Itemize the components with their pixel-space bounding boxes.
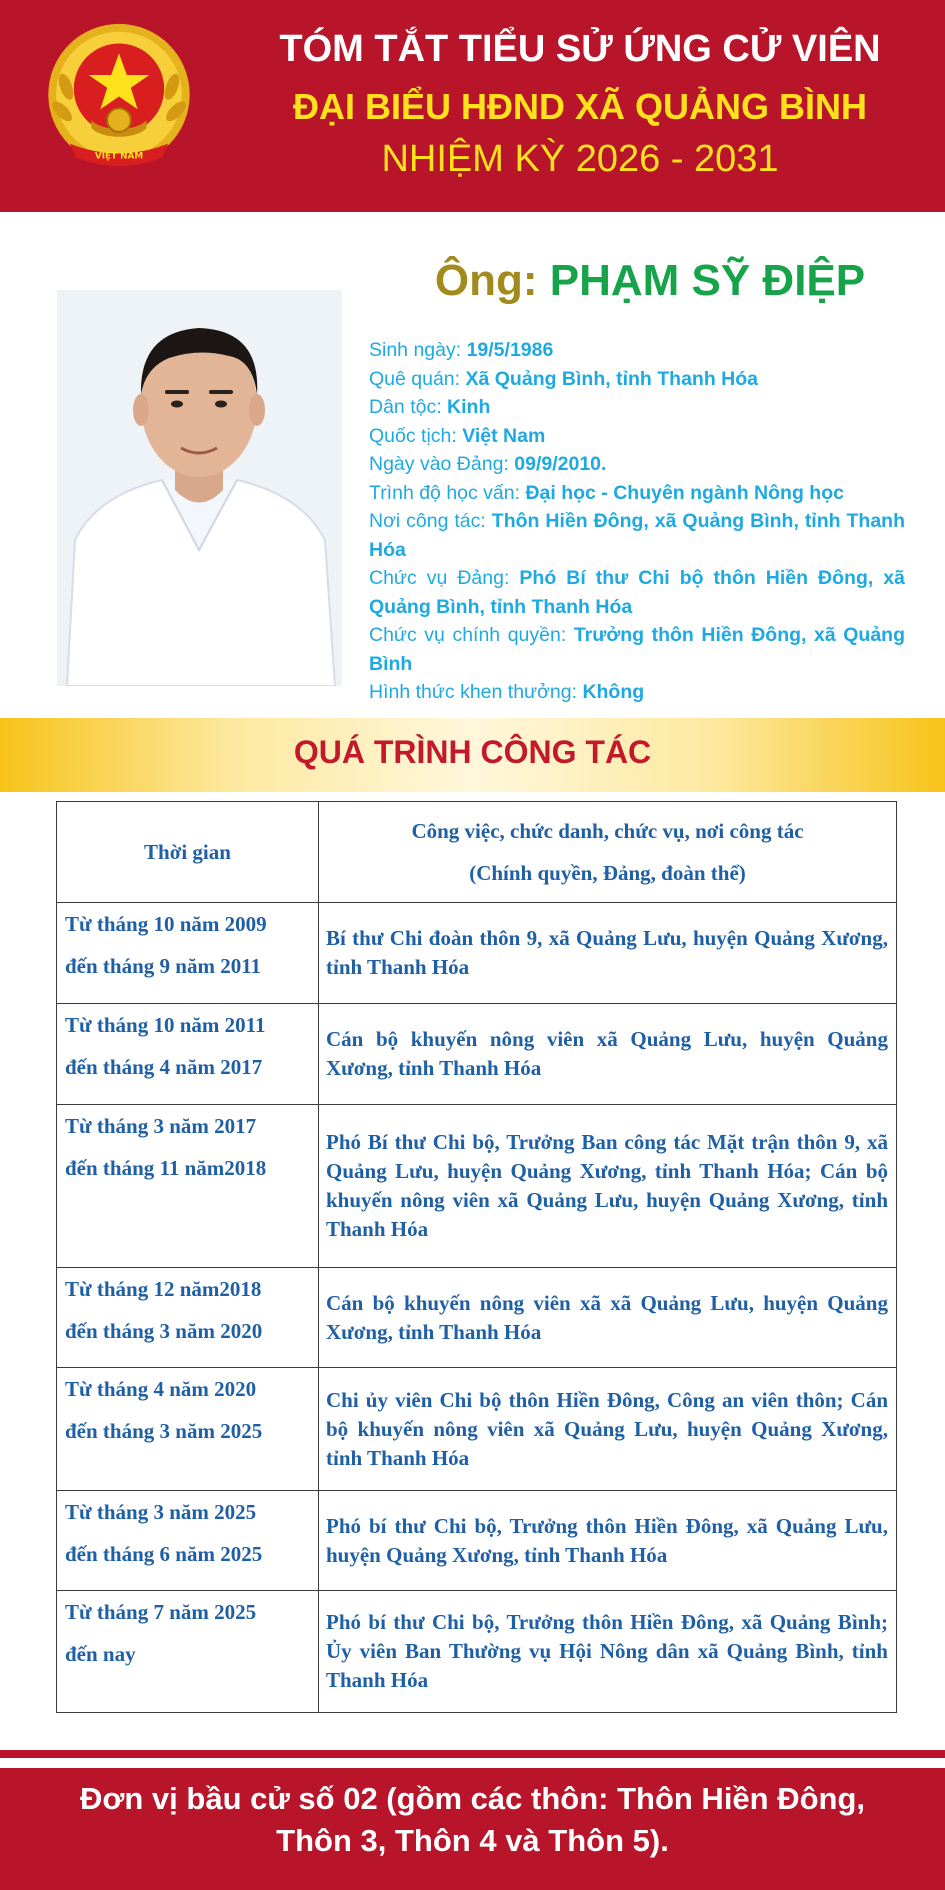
candidate-portrait (57, 290, 342, 686)
description-cell: Bí thư Chi đoàn thôn 9, xã Quảng Lưu, huyện Quảng Xương, tỉnh Thanh Hóa (319, 903, 897, 1004)
time-cell: Từ tháng 7 năm 2025 đến nay (57, 1591, 319, 1713)
table-row (57, 1105, 897, 1268)
table-row (57, 1268, 897, 1368)
info-hometown: Quê quán: Xã Quảng Bình, tỉnh Thanh Hóa (369, 367, 758, 390)
person-photo-icon (57, 290, 342, 686)
description-cell: Chi ủy viên Chi bộ thôn Hiền Đông, Công an viên thôn; Cán bộ khuyến nông viên xã Quảng Lưu, huyện Quảng Xương, tỉnh Thanh Hóa (319, 1368, 897, 1491)
table-row (57, 1491, 897, 1591)
svg-text:VIỆT NAM: VIỆT NAM (94, 151, 144, 162)
info-government-position: Chức vụ chính quyền: Trưởng thôn Hiền Đông, xã Quảng Bình (369, 624, 905, 675)
national-emblem-icon (40, 18, 198, 180)
time-cell: Từ tháng 10 năm 2009 đến tháng 9 năm 2011 (57, 903, 319, 1004)
info-ethnicity: Dân tộc: Kinh (369, 396, 491, 418)
info-birthdate: Sinh ngày: 19/5/1986 (369, 339, 554, 361)
time-cell: Từ tháng 10 năm 2011 đến tháng 4 năm 2017 (57, 1004, 319, 1105)
electoral-unit: Đơn vị bầu cử số 02 (gồm các thôn: Thôn Hiền Đông, Thôn 3, Thôn 4 và Thôn 5). (79, 1781, 866, 1858)
column-header-time: Thời gian (57, 802, 319, 903)
candidate-info (369, 336, 905, 707)
header-term: NHIỆM KỲ 2026 - 2031 (381, 138, 779, 180)
candidate-fullname: PHẠM SỸ ĐIỆP (549, 256, 866, 305)
section-title: QUÁ TRÌNH CÔNG TÁC (293, 734, 652, 770)
table-row (57, 1591, 897, 1713)
time-cell: Từ tháng 3 năm 2025 đến tháng 6 năm 2025 (57, 1491, 319, 1591)
career-table (56, 801, 897, 1713)
description-cell: Phó bí thư Chi bộ, Trưởng thôn Hiền Đông, xã Quảng Bình; Ủy viên Ban Thường vụ Hội Nông dân xã Quảng Bình, tỉnh Thanh Hóa (319, 1591, 897, 1713)
table-row (57, 1004, 897, 1105)
info-party-date: Ngày vào Đảng: 09/9/2010. (369, 453, 607, 475)
info-workplace: Nơi công tác: Thôn Hiền Đông, xã Quảng Bình, tỉnh Thanh Hóa (369, 510, 905, 561)
table-header-row (57, 802, 897, 903)
footer-stripe (0, 1750, 945, 1758)
info-nationality: Quốc tịch: Việt Nam (369, 424, 546, 447)
time-cell: Từ tháng 3 năm 2017 đến tháng 11 năm2018 (57, 1105, 319, 1268)
table-row (57, 903, 897, 1004)
info-awards: Hình thức khen thưởng: Không (369, 681, 645, 703)
header-title: TÓM TẮT TIỂU SỬ ỨNG CỬ VIÊN (279, 28, 881, 70)
description-cell: Cán bộ khuyến nông viên xã xã Quảng Lưu, huyện Quảng Xương, tỉnh Thanh Hóa (319, 1268, 897, 1368)
time-cell: Từ tháng 4 năm 2020 đến tháng 3 năm 2025 (57, 1368, 319, 1491)
time-cell: Từ tháng 12 năm2018 đến tháng 3 năm 2020 (57, 1268, 319, 1368)
candidate-name (370, 256, 930, 306)
description-cell: Phó Bí thư Chi bộ, Trưởng Ban công tác Mặt trận thôn 9, xã Quảng Lưu, huyện Quảng Xương, tỉnh Thanh Hóa; Cán bộ khuyến nông viên xã Quảng Lưu, huyện Quảng Xương, tỉnh Thanh Hóa (319, 1105, 897, 1268)
description-cell: Phó bí thư Chi bộ, Trưởng thôn Hiền Đông, xã Quảng Lưu, huyện Quảng Xương, tỉnh Thanh Hóa (319, 1491, 897, 1591)
description-cell: Cán bộ khuyến nông viên xã Quảng Lưu, huyện Quảng Xương, tỉnh Thanh Hóa (319, 1004, 897, 1105)
candidate-prefix: Ông: (434, 256, 550, 305)
table-row (57, 1368, 897, 1491)
header-subtitle: ĐẠI BIỂU HĐND XÃ QUẢNG BÌNH (292, 86, 867, 127)
info-education: Trình độ học vấn: Đại học - Chuyên ngành Nông học (369, 481, 844, 504)
info-party-position: Chức vụ Đảng: Phó Bí thư Chi bộ thôn Hiền Đông, xã Quảng Bình, tỉnh Thanh Hóa (369, 567, 905, 618)
column-header-description: Công việc, chức danh, chức vụ, nơi công tác (Chính quyền, Đảng, đoàn thể) (319, 802, 897, 903)
